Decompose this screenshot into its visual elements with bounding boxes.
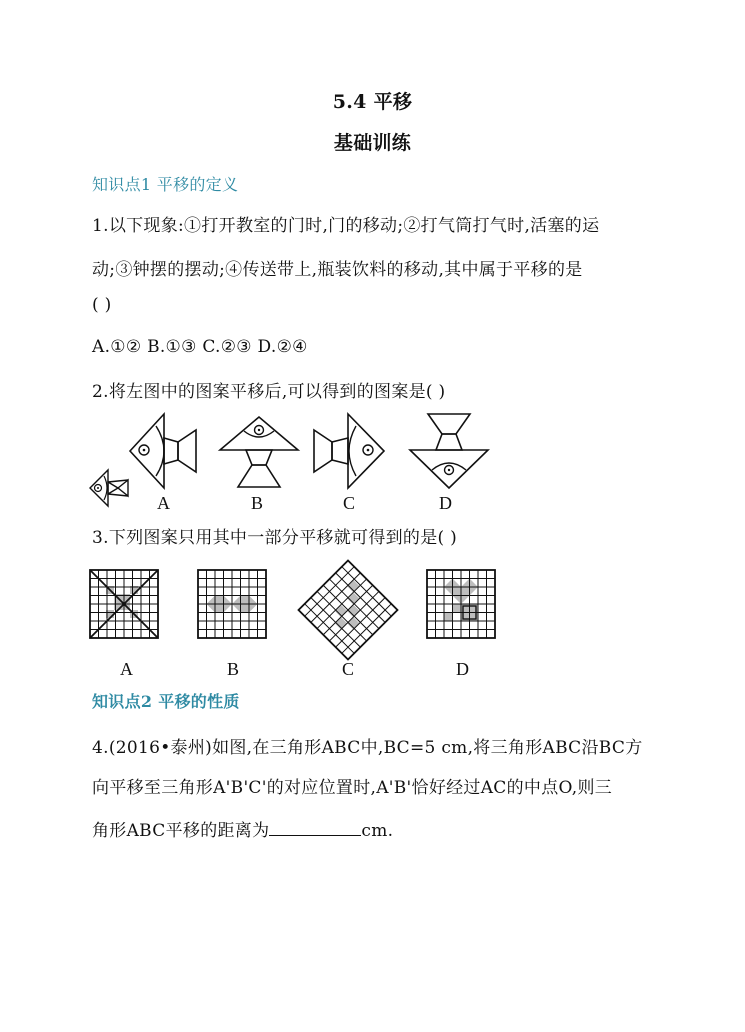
q2-option-b-figure (218, 415, 300, 489)
section-heading-2: 知识点2 平移的性质 (92, 692, 240, 711)
q2-original-fish-figure (88, 468, 132, 508)
q3-option-d-grid-figure (427, 570, 495, 638)
q4-line3-prefix: 角形ABC平移的距离为 (92, 821, 270, 841)
q1-answer-paren: ( ) (92, 295, 112, 315)
q3-option-b-grid-figure (198, 570, 266, 638)
q4-line1: 4.(2016•泰州)如图,在三角形ABC中,BC=5 cm,将三角形ABC沿BC方 (92, 738, 643, 758)
q2-option-c-figure (312, 412, 386, 490)
q3-option-a-grid-figure (90, 570, 158, 638)
q1-line2: 动;③钟摆的摆动;④传送带上,瓶装饮料的移动,其中属于平移的是 (92, 260, 583, 280)
section-heading-1: 知识点1 平移的定义 (92, 175, 239, 194)
q4-line2: 向平移至三角形A'B'C'的对应位置时,A'B'恰好经过AC的中点O,则三 (92, 778, 613, 798)
page-title: 5.4 平移 (332, 91, 413, 113)
q3-option-c-grid-figure (298, 560, 398, 660)
q2-label-c: C (343, 493, 356, 513)
q3-label-b: B (227, 659, 240, 679)
q2-option-a-figure (128, 412, 198, 490)
page-subtitle: 基础训练 (333, 132, 412, 154)
q3-text: 3.下列图案只用其中一部分平移就可得到的是( ) (92, 528, 458, 548)
q3-label-c: C (342, 659, 355, 679)
q2-option-d-figure (408, 412, 490, 490)
q1-options: A.①② B.①③ C.②③ D.②④ (92, 337, 308, 357)
q2-text: 2.将左图中的图案平移后,可以得到的图案是( ) (92, 382, 446, 402)
q4-line3 (92, 816, 393, 841)
q3-label-d: D (456, 659, 469, 679)
q2-label-d: D (439, 493, 452, 513)
q2-label-b: B (251, 493, 264, 513)
q3-label-a: A (120, 659, 133, 679)
q2-label-a: A (157, 493, 170, 513)
q4-answer-blank[interactable] (269, 821, 361, 836)
q4-line3-suffix: cm. (361, 821, 394, 841)
q1-line1: 1.以下现象:①打开教室的门时,门的移动;②打气筒打气时,活塞的运 (92, 216, 600, 236)
